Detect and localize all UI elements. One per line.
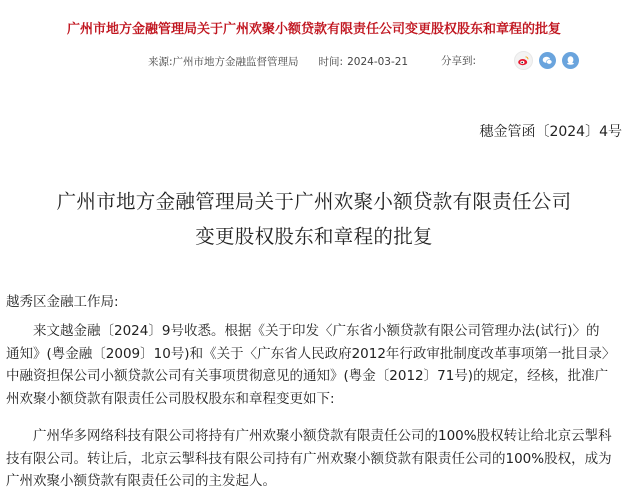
qq-icon[interactable] <box>562 52 579 69</box>
paragraph-line: 州欢聚小额贷款有限责任公司股权股东和章程变更如下: <box>6 390 335 407</box>
paragraph-line: 技有限公司。转让后，北京云掣科技有限公司持有广州欢聚小额贷款有限责任公司的100%股权，成为 <box>6 450 612 467</box>
source-value: 广州市地方金融监督管理局 <box>172 56 299 68</box>
paragraph-line: 广州华多网络科技有限公司将持有广州欢聚小额贷款有限责任公司的100%股权转让给北京云掣科 <box>33 428 612 444</box>
wechat-icon[interactable] <box>539 52 556 69</box>
paragraph-line: 通知》(粤金融〔2009〕10号)和《关于〈广东省人民政府2012年行政审批制度改革事项第一批目录〉 <box>6 345 616 362</box>
paragraph-1 <box>6 320 622 410</box>
page-title: 广州市地方金融管理局关于广州欢聚小额贷款有限责任公司变更股权股东和章程的批复 <box>66 22 561 37</box>
document-number: 穗金管函〔2024〕4号 <box>479 124 622 140</box>
document-title-line-1: 广州市地方金融管理局关于广州欢聚小额贷款有限责任公司 <box>56 190 572 213</box>
share-label: 分享到: <box>441 55 477 67</box>
source-label: 来源: <box>148 56 173 68</box>
document-title-line-2: 变更股权股东和章程的批复 <box>195 225 433 248</box>
article-meta <box>148 54 408 69</box>
paragraph-2 <box>6 425 622 493</box>
time-value: 2024-03-21 <box>347 56 409 68</box>
paragraph-line: 来文越金融〔2024〕9号收悉。根据《关于印发〈广东省小额贷款有限公司管理办法(试行)〉的 <box>33 323 600 339</box>
recipient: 越秀区金融工作局: <box>6 294 119 310</box>
paragraph-line: 中融资担保公司小额贷款公司有关事项贯彻意见的通知》(粤金〔2012〕71号)的规定，经核，批准广 <box>6 368 609 384</box>
paragraph-line: 广州欢聚小额贷款有限责任公司的主发起人。 <box>6 473 276 489</box>
share-bar <box>441 51 585 70</box>
weibo-icon[interactable] <box>514 51 533 70</box>
time-label: 时间: <box>318 56 344 68</box>
